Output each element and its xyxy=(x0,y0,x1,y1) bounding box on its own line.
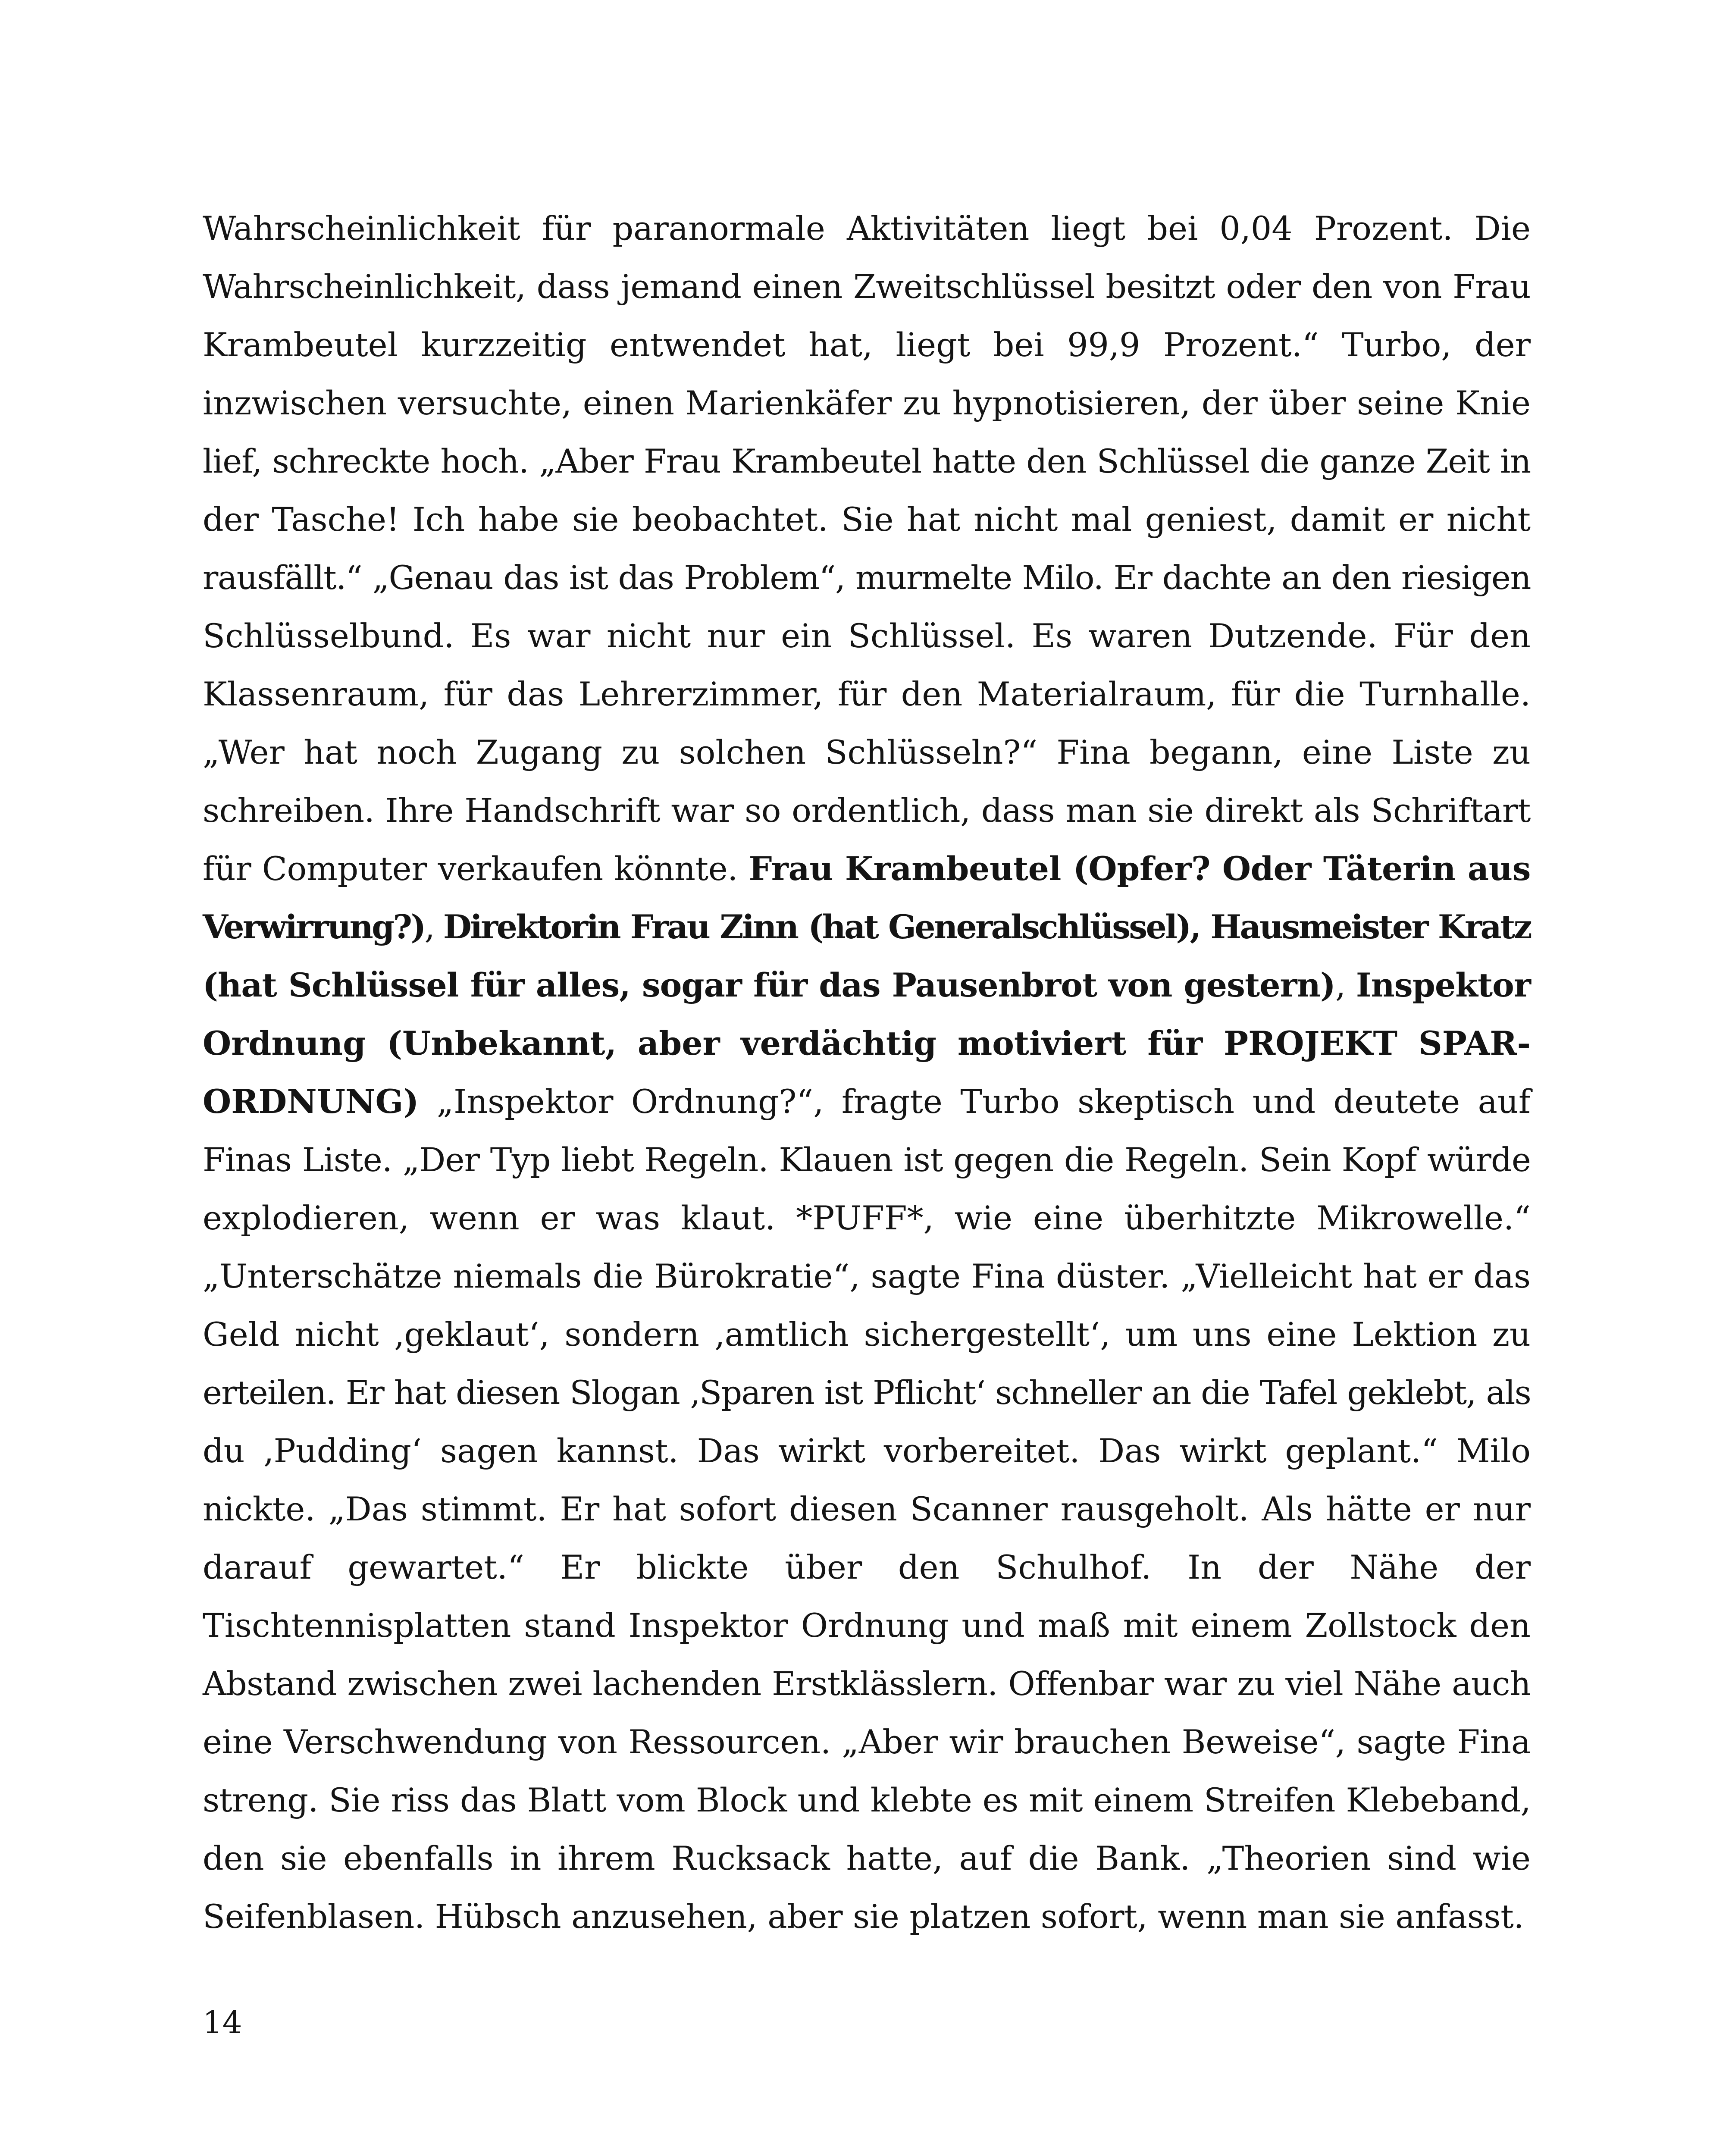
text-segment: Tischtennisplatten stand Inspektor Ordnung und maß mit einem Zollstock den xyxy=(203,1606,1531,1645)
text-segment: Finas Liste. „Der Typ liebt Regeln. Klauen ist gegen die Regeln. Sein Kopf würde xyxy=(203,1141,1531,1179)
bold-text-segment: Frau Krambeutel (Opfer? Oder Täterin aus xyxy=(749,849,1531,888)
bold-text-segment: Ordnung (Unbekannt, aber verdächtig motiviert für PROJEKT SPAR- xyxy=(203,1024,1531,1062)
text-segment: Abstand zwischen zwei lachenden Erstklässlern. Offenbar war zu viel Nähe auch xyxy=(203,1664,1531,1703)
bold-text-segment: Verwirrung?) xyxy=(203,908,425,946)
text-segment: eine Verschwendung von Ressourcen. „Aber wir brauchen Beweise“, sagte Fina xyxy=(203,1723,1531,1761)
bold-text-segment: (hat Schlüssel für alles, sogar für das Pausenbrot von gestern) xyxy=(203,966,1335,1004)
text-line xyxy=(203,1655,1531,1713)
text-line xyxy=(203,1131,1531,1189)
text-line xyxy=(203,374,1531,432)
text-segment: „Wer hat noch Zugang zu solchen Schlüsseln?“ Fina begann, eine Liste zu xyxy=(203,733,1531,771)
text-segment: Geld nicht ‚geklaut‘, sondern ‚amtlich sichergestellt‘, um uns eine Lektion zu xyxy=(203,1315,1531,1354)
text-segment: , xyxy=(424,908,443,946)
text-segment: rausfällt.“ „Genau das ist das Problem“, murmelte Milo. Er dachte an den riesigen xyxy=(203,558,1531,597)
text-line xyxy=(203,723,1531,781)
text-line xyxy=(203,1189,1531,1247)
text-segment: für Computer verkaufen könnte. xyxy=(203,849,749,888)
body-text xyxy=(203,199,1531,1946)
text-line xyxy=(203,898,1531,956)
text-line xyxy=(203,548,1531,607)
text-segment: Wahrscheinlichkeit, dass jemand einen Zweitschlüssel besitzt oder den von Frau xyxy=(203,267,1531,306)
text-segment: du ‚Pudding‘ sagen kannst. Das wirkt vorbereitet. Das wirkt geplant.“ Milo xyxy=(203,1432,1531,1470)
text-segment: Klassenraum, für das Lehrerzimmer, für den Materialraum, für die Turnhalle. xyxy=(203,675,1531,713)
text-line xyxy=(203,956,1531,1014)
text-segment: erteilen. Er hat diesen Slogan ‚Sparen ist Pflicht‘ schneller an die Tafel geklebt, als xyxy=(203,1373,1531,1412)
bold-text-segment: ORDNUNG) xyxy=(203,1082,419,1121)
text-segment: inzwischen versuchte, einen Marienkäfer zu hypnotisieren, der über seine Knie xyxy=(203,384,1531,422)
text-line xyxy=(203,1247,1531,1305)
text-line xyxy=(203,316,1531,374)
text-line xyxy=(203,840,1531,898)
text-segment: explodieren, wenn er was klaut. *PUFF*, wie eine überhitzte Mikrowelle.“ xyxy=(203,1199,1531,1237)
text-segment: der Tasche! Ich habe sie beobachtet. Sie hat nicht mal geniest, damit er nicht xyxy=(203,500,1531,539)
text-segment: Wahrscheinlichkeit für paranormale Aktivitäten liegt bei 0,04 Prozent. Die xyxy=(203,209,1531,248)
page-number: 14 xyxy=(203,2004,242,2040)
text-line xyxy=(203,1713,1531,1771)
text-segment: streng. Sie riss das Blatt vom Block und klebte es mit einem Streifen Klebeband, xyxy=(203,1781,1531,1819)
text-line xyxy=(203,1771,1531,1829)
text-segment: Seifenblasen. Hübsch anzusehen, aber sie platzen sofort, wenn man sie anfasst. xyxy=(203,1897,1524,1936)
text-line xyxy=(203,1538,1531,1596)
text-line xyxy=(203,1596,1531,1655)
text-line xyxy=(203,432,1531,490)
text-line xyxy=(203,781,1531,840)
bold-text-segment: Inspektor xyxy=(1356,966,1531,1004)
text-segment: , xyxy=(1335,966,1356,1004)
bold-text-segment: Direktorin Frau Zinn (hat Generalschlüssel), Hausmeister Kratz xyxy=(443,908,1531,946)
text-segment: Krambeutel kurzzeitig entwendet hat, liegt bei 99,9 Prozent.“ Turbo, der xyxy=(203,326,1531,364)
text-segment: schreiben. Ihre Handschrift war so ordentlich, dass man sie direkt als Schriftart xyxy=(203,791,1531,830)
text-segment: „Unterschätze niemals die Bürokratie“, sagte Fina düster. „Vielleicht hat er das xyxy=(203,1257,1531,1295)
text-line xyxy=(203,665,1531,723)
text-line xyxy=(203,1480,1531,1538)
text-segment: „Inspektor Ordnung?“, fragte Turbo skeptisch und deutete auf xyxy=(419,1082,1531,1121)
text-line xyxy=(203,1887,1531,1946)
text-line xyxy=(203,490,1531,548)
text-line xyxy=(203,1829,1531,1887)
text-line xyxy=(203,1305,1531,1363)
text-line xyxy=(203,199,1531,257)
text-segment: darauf gewartet.“ Er blickte über den Schulhof. In der Nähe der xyxy=(203,1548,1531,1586)
text-segment: den sie ebenfalls in ihrem Rucksack hatte, auf die Bank. „Theorien sind wie xyxy=(203,1839,1531,1877)
text-line xyxy=(203,607,1531,665)
text-line xyxy=(203,1363,1531,1422)
text-line xyxy=(203,257,1531,316)
text-segment: lief, schreckte hoch. „Aber Frau Krambeutel hatte den Schlüssel die ganze Zeit in xyxy=(203,442,1531,480)
text-line xyxy=(203,1072,1531,1131)
text-segment: nickte. „Das stimmt. Er hat sofort diesen Scanner rausgeholt. Als hätte er nur xyxy=(203,1490,1531,1528)
text-line xyxy=(203,1014,1531,1072)
text-line xyxy=(203,1422,1531,1480)
text-segment: Schlüsselbund. Es war nicht nur ein Schlüssel. Es waren Dutzende. Für den xyxy=(203,617,1531,655)
